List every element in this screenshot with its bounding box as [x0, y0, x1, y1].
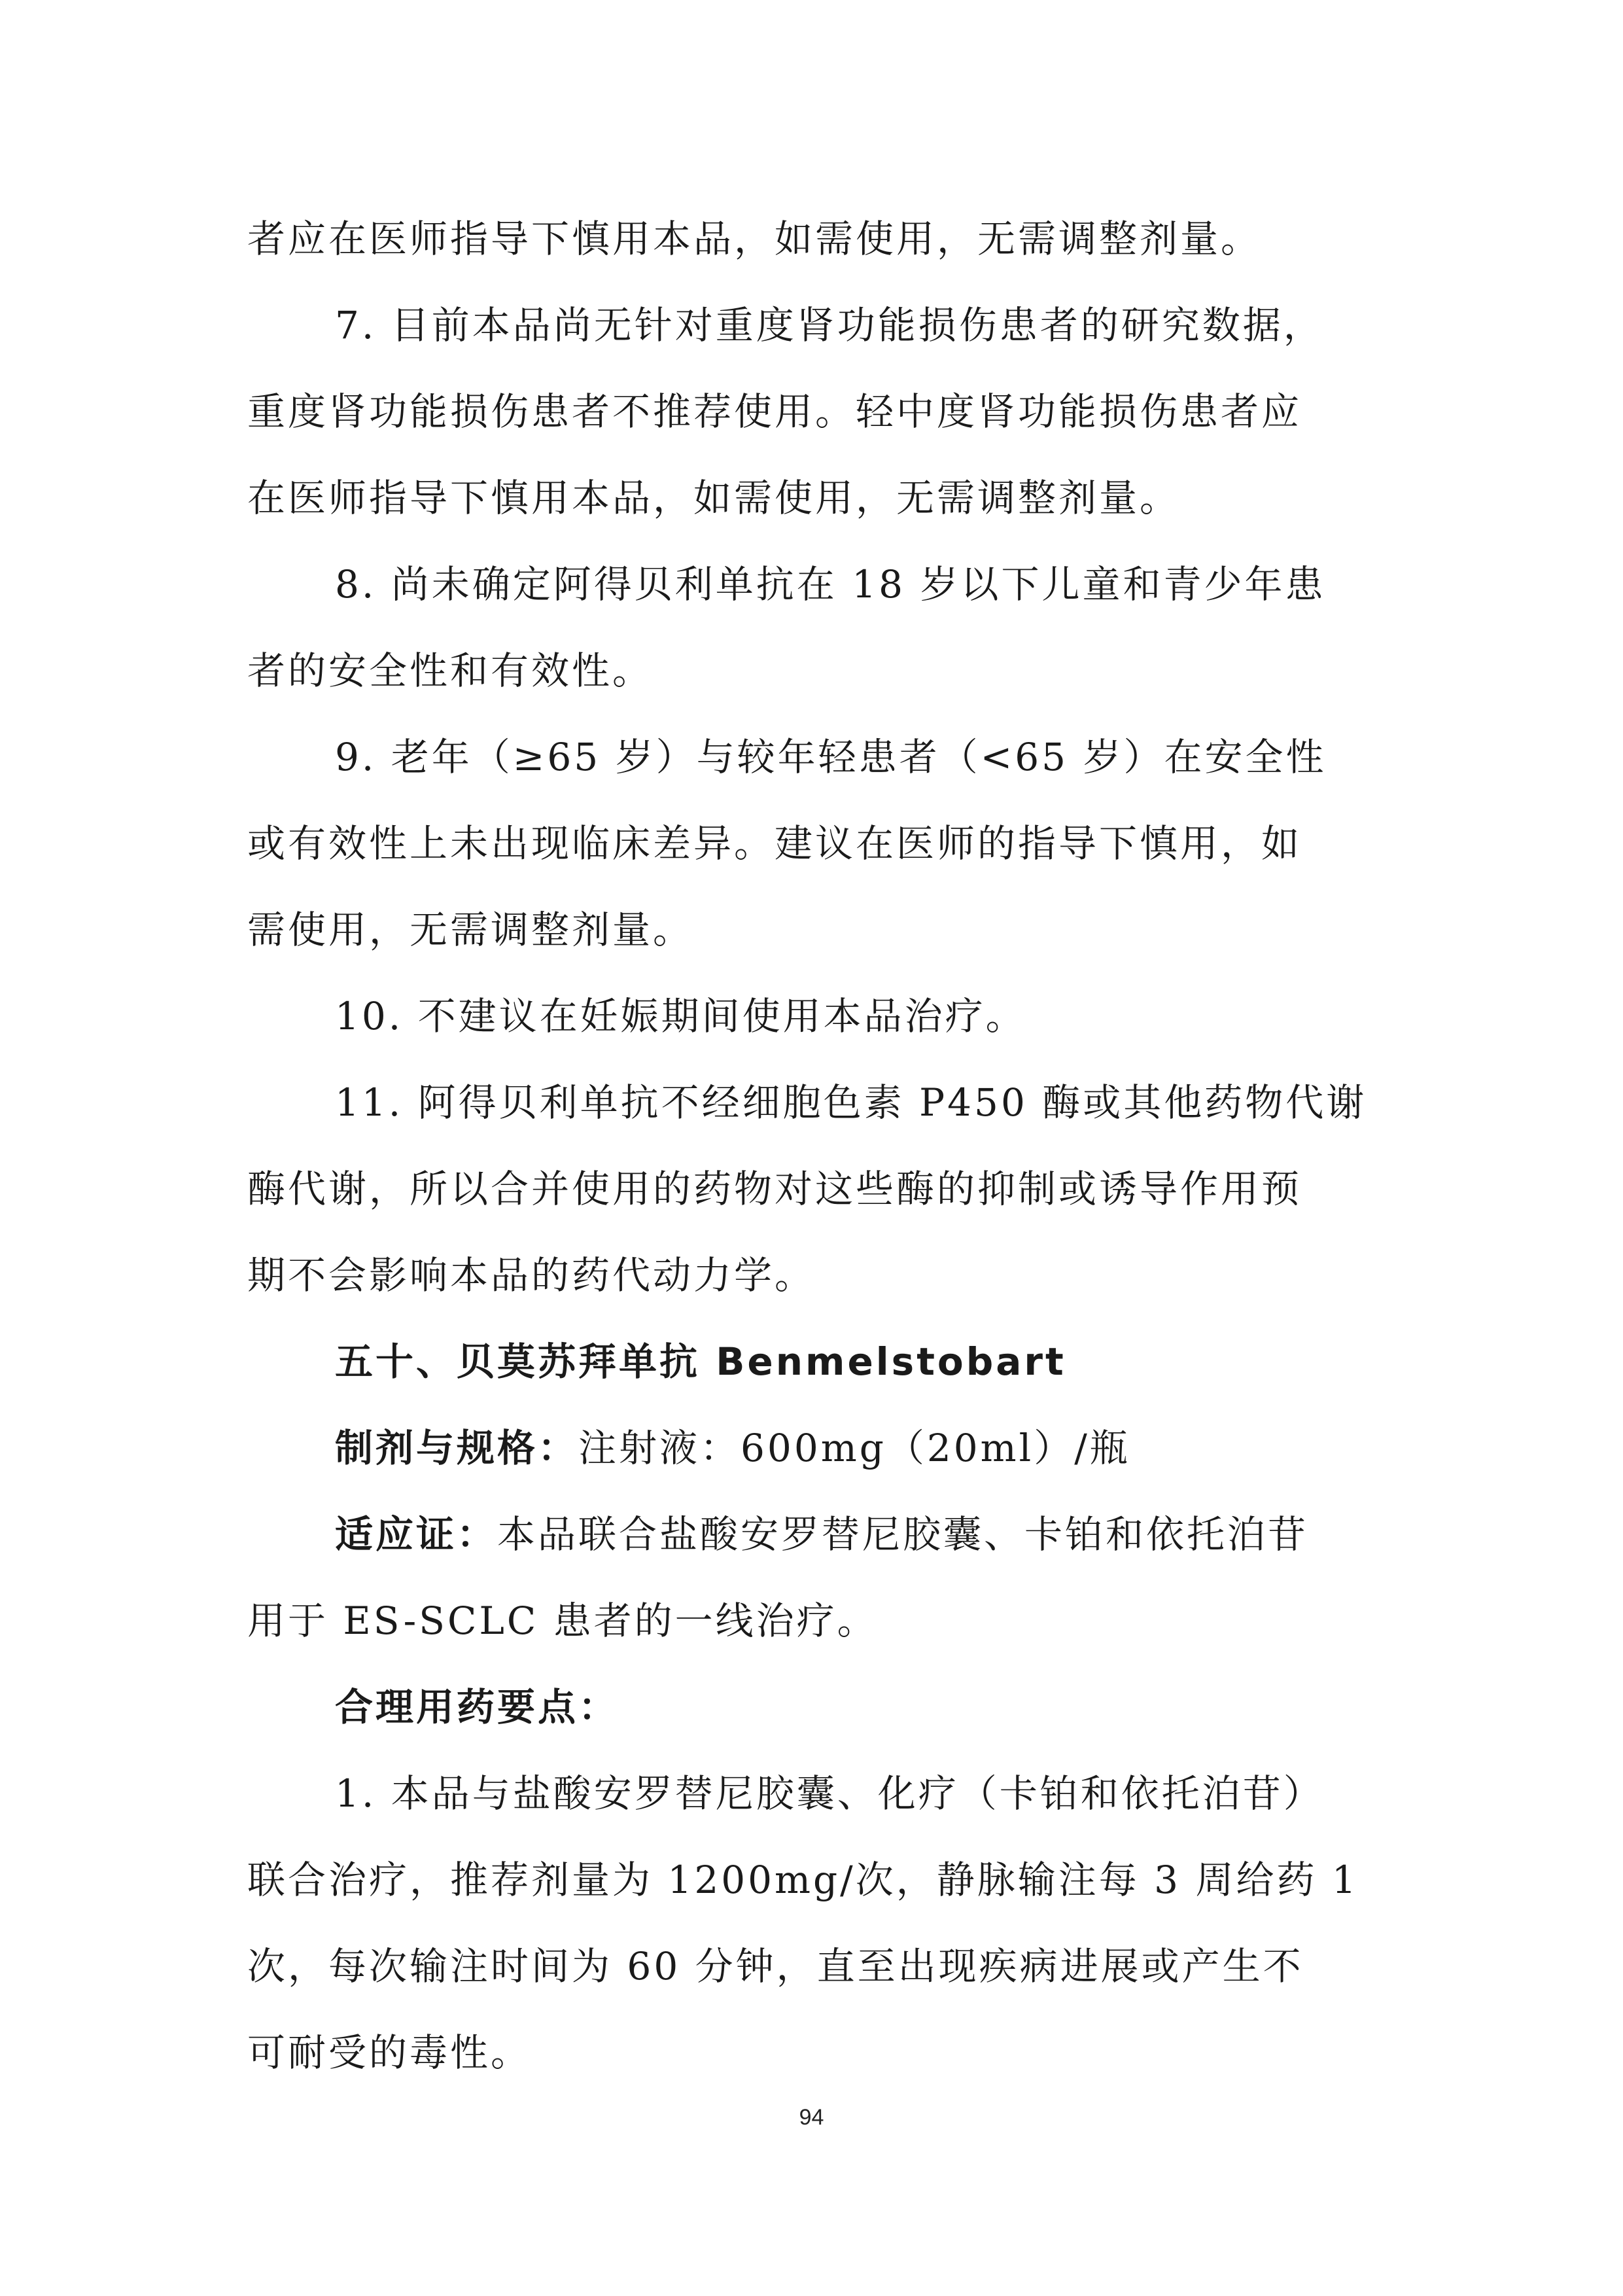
paragraph-line: 者应在医师指导下慎用本品，如需使用，无需调整剂量。 [247, 217, 1262, 261]
paragraph-line: 10. 不建议在妊娠期间使用本品治疗。 [335, 994, 1026, 1038]
key-point-line: 次，每次输注时间为 60 分钟，直至出现疾病进展或产生不 [247, 1944, 1304, 1988]
formulation-value: 注射液：600mg（20ml）/瓶 [578, 1426, 1130, 1470]
page-number: 94 [799, 2105, 824, 2130]
paragraph-line: 期不会影响本品的药代动力学。 [247, 1253, 816, 1298]
paragraph-line: 或有效性上未出现临床差异。建议在医师的指导下慎用，如 [247, 821, 1302, 866]
key-point-line: 联合治疗，推荐剂量为 1200mg/次，静脉输注每 3 周给药 1 [247, 1858, 1359, 1902]
paragraph-line: 9. 老年（≥65 岁）与较年轻患者（<65 岁）在安全性 [335, 735, 1327, 779]
indication-value: 本品联合盐酸安罗替尼胶囊、卡铂和依托泊苷 [497, 1512, 1309, 1557]
paragraph-line: 11. 阿得贝利单抗不经细胞色素 P450 酶或其他药物代谢 [335, 1080, 1367, 1125]
indication-label: 适应证： [335, 1512, 498, 1557]
key-point-line: 1. 本品与盐酸安罗替尼胶囊、化疗（卡铂和依托泊苷） [335, 1771, 1324, 1816]
key-point-line: 可耐受的毒性。 [247, 2030, 532, 2075]
indication-continuation: 用于 ES-SCLC 患者的一线治疗。 [247, 1598, 878, 1643]
paragraph-line: 重度肾功能损伤患者不推荐使用。轻中度肾功能损伤患者应 [247, 389, 1302, 434]
paragraph-line: 7. 目前本品尚无针对重度肾功能损伤患者的研究数据， [335, 303, 1324, 347]
section-heading: 五十、贝莫苏拜单抗 Benmelstobart [335, 1339, 1066, 1384]
formulation-label: 制剂与规格： [335, 1426, 579, 1470]
paragraph-line: 者的安全性和有效性。 [247, 648, 654, 693]
paragraph-line: 酶代谢，所以合并使用的药物对这些酶的抑制或诱导作用预 [247, 1167, 1302, 1211]
paragraph-line: 需使用，无需调整剂量。 [247, 908, 694, 952]
key-points-heading: 合理用药要点： [335, 1685, 620, 1729]
paragraph-line: 8. 尚未确定阿得贝利单抗在 18 岁以下儿童和青少年患 [335, 562, 1326, 607]
formulation-row [335, 1422, 1386, 1474]
paragraph-line: 在医师指导下慎用本品，如需使用，无需调整剂量。 [247, 476, 1181, 520]
indication-row [335, 1508, 1386, 1561]
